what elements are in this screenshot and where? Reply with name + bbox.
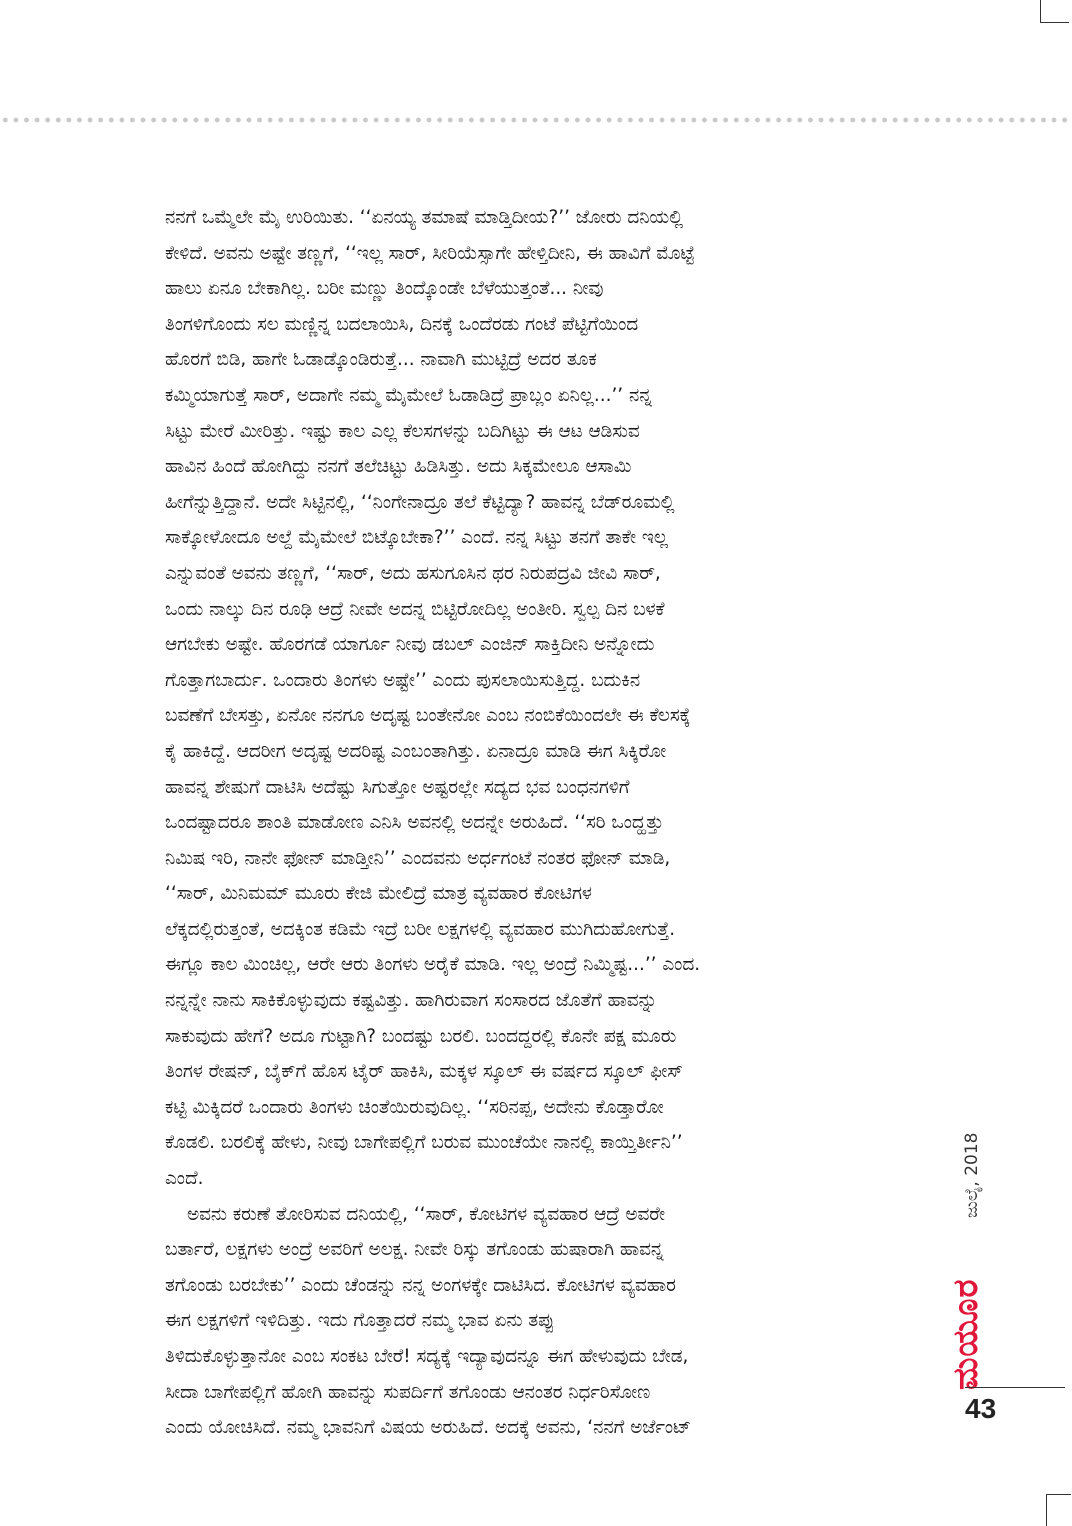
text-line: ಲೆಕ್ಕದಲ್ಲಿರುತ್ತಂತೆ, ಅದಕ್ಕಿಂತ ಕಡಿಮೆ ಇದ್ರೆ ಬರೀ ಲಕ್ಷಗಳಲ್ಲಿ ವ್ಯವಹಾರ ಮುಗಿದುಹೋಗುತ್ತೆ. (165, 918, 676, 940)
text-line: ತಿಂಗಳಿಗೊಂದು ಸಲ ಮಣ್ಣಿನ್ನ ಬದಲಾಯಿಸಿ, ದಿನಕ್ಕೆ ಒಂದೆರಡು ಗಂಟೆ ಪೆಟ್ಟಿಗೆಯಿಂದ (165, 313, 639, 335)
text-line: ಕಟ್ಟಿ ಮಿಕ್ಕಿದರೆ ಒಂದಾರು ತಿಂಗಳು ಚಿಂತೆಯಿರುವುದಿಲ್ಲ. ‘‘ಸರಿನಪ್ಪ, ಅದೇನು ಕೊಡ್ತಾರೋ (165, 1096, 664, 1118)
text-line: ಎಂದೆ. (165, 1168, 204, 1190)
text-line: ಎಂದು ಯೋಚಿಸಿದೆ. ನಮ್ಮ ಭಾವನಿಗೆ ವಿಷಯ ಅರುಹಿದೆ. ಅದಕ್ಕೆ ಅವನು, ‘ನನಗೆ ಅರ್ಜೆಂಟ್ (165, 1417, 691, 1439)
text-line: ಒಂದಷ್ಟಾದರೂ ಶಾಂತಿ ಮಾಡೋಣ ಎನಿಸಿ ಅವನಲ್ಲಿ ಅದನ್ನೇ ಅರುಹಿದೆ. ‘‘ಸರಿ ಒಂದ್ಹತ್ತು (165, 812, 664, 834)
article-body (165, 200, 940, 1446)
text-line: ಕೊಡಲಿ. ಬರಲಿಕ್ಕೆ ಹೇಳು, ನೀವು ಬಾಗೇಪಲ್ಲಿಗೆ ಬರುವ ಮುಂಚೆಯೇ ನಾನಲ್ಲಿ ಕಾಯ್ತಿರ್ತೀನಿ’’ (165, 1132, 683, 1154)
text-line: ತಗೊಂಡು ಬರಬೇಕು’’ ಎಂದು ಚೆಂಡನ್ನು ನನ್ನ ಅಂಗಳಕ್ಕೇ ದಾಟಿಸಿದ. ಕೋಟಿಗಳ ವ್ಯವಹಾರ (165, 1274, 676, 1296)
magazine-logo: ಮಯೂರ (946, 1278, 986, 1390)
crop-mark-bottom-right (1046, 1494, 1071, 1526)
text-line: ಸಾಕ್ಕೋಳೋದೂ ಅಲ್ದೆ ಮೈಮೇಲೆ ಬಿಟ್ಕೊಬೇಕಾ?’’ ಎಂದೆ. ನನ್ನ ಸಿಟ್ಟು ತನಗೆ ತಾಕೇ ಇಲ್ಲ (165, 527, 668, 549)
text-line: ಬವಣೆಗೆ ಬೇಸತ್ತು, ಏನೋ ನನಗೂ ಅದೃಷ್ಟ ಬಂತೇನೋ ಎಂಬ ನಂಬಿಕೆಯಿಂದಲೇ ಈ ಕೆಲಸಕ್ಕೆ (165, 705, 691, 727)
text-line: ಈಗ ಲಕ್ಷಗಳಿಗೆ ಇಳಿದಿತ್ತು. ಇದು ಗೊತ್ತಾದರೆ ನಮ್ಮ ಭಾವ ಏನು ತಪ್ಪು (165, 1310, 555, 1332)
text-line: ತಿಳಿದುಕೊಳ್ಳುತ್ತಾನೋ ಎಂಬ ಸಂಕಟ ಬೇರೆ! ಸದ್ಯಕ್ಕೆ ಇದ್ಯಾವುದನ್ನೂ ಈಗ ಹೇಳುವುದು ಬೇಡ, (165, 1346, 689, 1367)
text-line: ಬರ್ತಾರೆ, ಲಕ್ಷಗಳು ಅಂದ್ರೆ ಅವರಿಗೆ ಅಲಕ್ಷ. ನೀವೇ ರಿಸ್ಕು ತಗೊಂಡು ಹುಷಾರಾಗಿ ಹಾವನ್ನ (165, 1239, 664, 1261)
page-number-rule (965, 1387, 1065, 1388)
text-line: ಎನ್ನುವಂತೆ ಅವನು ತಣ್ಣಗೆ, ‘‘ಸಾರ್, ಅದು ಹಸುಗೂಸಿನ ಥರ ನಿರುಪದ್ರವಿ ಜೀವಿ ಸಾರ್, (165, 562, 661, 584)
crop-mark-top-right (1040, 0, 1069, 23)
text-line: ಹೊರಗೆ ಬಿಡಿ, ಹಾಗೇ ಓಡಾಡ್ಕೊಂಡಿರುತ್ತೆ... ನಾವಾಗಿ ಮುಟ್ಟಿದ್ರೆ ಅದರ ತೂಕ (165, 349, 597, 371)
text-line: ಸಿಟ್ಟು ಮೇರೆ ಮೀರಿತ್ತು. ಇಷ್ಟು ಕಾಲ ಎಲ್ಲ ಕೆಲಸಗಳನ್ನು ಬದಿಗಿಟ್ಟು ಈ ಆಟ ಆಡಿಸುವ (165, 420, 640, 442)
text-line: ‘‘ಸಾರ್, ಮಿನಿಮಮ್ ಮೂರು ಕೇಜಿ ಮೇಲಿದ್ರೆ ಮಾತ್ರ ವ್ಯವಹಾರ ಕೋಟಿಗಳ (165, 883, 592, 905)
page-number: 43 (965, 1393, 997, 1424)
text-line: ಹೀಗೆನ್ನುತ್ತಿದ್ದಾನೆ. ಅದೇ ಸಿಟ್ಟಿನಲ್ಲಿ, ‘‘ನಿಂಗೇನಾದ್ರೂ ತಲೆ ಕೆಟ್ಟಿದ್ಯಾ? ಹಾವನ್ನ ಬೆಡ್‌ರೂಮಲ್ಲಿ (165, 491, 675, 513)
text-line: ಹಾಲು ಏನೂ ಬೇಕಾಗಿಲ್ಲ. ಬರೀ ಮಣ್ಣು ತಿಂದ್ಕೊಂಡೇ ಬೆಳೆಯುತ್ತಂತೆ... ನೀವು (165, 278, 604, 300)
magazine-sidebar (928, 1124, 988, 1394)
text-line: ಕೇಳಿದೆ. ಅವನು ಅಷ್ಟೇ ತಣ್ಣಗೆ, ‘‘ಇಲ್ಲ ಸಾರ್, ಸೀರಿಯೆಸ್ಸಾಗೇ ಹೇಳ್ತಿದೀನಿ, ಈ ಹಾವಿಗೆ ಮೊಟ್ಟೆ (165, 242, 695, 264)
text-line: ತಿಂಗಳ ರೇಷನ್, ಬೈಕ್‌ಗೆ ಹೊಸ ಟೈರ್ ಹಾಕಿಸಿ, ಮಕ್ಕಳ ಸ್ಕೂಲ್ ಈ ವರ್ಷದ ಸ್ಕೂಲ್ ಫೀಸ್ (165, 1061, 683, 1083)
text-line: ಕಮ್ಮಿಯಾಗುತ್ತೆ ಸಾರ್, ಅದಾಗೇ ನಮ್ಮ ಮೈಮೇಲೆ ಓಡಾಡಿದ್ರೆ ಪ್ರಾಬ್ಲಂ ಏನಿಲ್ಲ...’’ ನನ್ನ (165, 384, 652, 406)
dotted-divider (0, 117, 1072, 123)
text-line: ಗೊತ್ತಾಗಬಾರ್ದು. ಒಂದಾರು ತಿಂಗಳು ಅಷ್ಟೇ’’ ಎಂದು ಪುಸಲಾಯಿಸುತ್ತಿದ್ದ. ಬದುಕಿನ (165, 669, 641, 691)
text-line: ಹಾವಿನ ಹಿಂದೆ ಹೋಗಿದ್ದು ನನಗೆ ತಲೆಚಿಟ್ಟು ಹಿಡಿಸಿತ್ತು. ಅದು ಸಿಕ್ಕಮೇಲೂ ಆಸಾಮಿ (165, 456, 632, 478)
text-line: ಕೈ ಹಾಕಿದ್ದೆ. ಆದರೀಗ ಅದೃಷ್ಟ ಅದರಿಷ್ಟ ಎಂಬಂತಾಗಿತ್ತು. ಏನಾದ್ರೂ ಮಾಡಿ ಈಗ ಸಿಕ್ಕಿರೋ (165, 740, 667, 762)
text-line: ಹಾವನ್ನ ಶೇಷುಗೆ ದಾಟಿಸಿ ಅದೆಷ್ಟು ಸಿಗುತ್ತೋ ಅಷ್ಟರಲ್ಲೇ ಸದ್ಯದ ಭವ ಬಂಧನಗಳಿಗೆ (165, 776, 630, 798)
text-line: ಸಾಕುವುದು ಹೇಗೆ? ಅದೂ ಗುಟ್ಟಾಗಿ? ಬಂದಷ್ಟು ಬರಲಿ. ಬಂದದ್ದರಲ್ಲಿ ಕೊನೇ ಪಕ್ಷ ಮೂರು (165, 1025, 677, 1047)
text-line: ಅವನು ಕರುಣೆ ತೋರಿಸುವ ದನಿಯಲ್ಲಿ, ‘‘ಸಾರ್, ಕೋಟಿಗಳ ವ್ಯವಹಾರ ಆದ್ರೆ ಅವರೇ (187, 1203, 666, 1225)
text-line: ಸೀದಾ ಬಾಗೇಪಲ್ಲಿಗೆ ಹೋಗಿ ಹಾವನ್ನು ಸುಪರ್ದಿಗೆ ತಗೊಂಡು ಆನಂತರ ನಿರ್ಧರಿಸೋಣ (165, 1381, 651, 1403)
text-line: ನನಗೆ ಒಮ್ಮೆಲೇ ಮೈ ಉರಿಯಿತು. ‘‘ಏನಯ್ಯ ತಮಾಷೆ ಮಾಡ್ತಿದೀಯ?’’ ಜೋರು ದನಿಯಲ್ಲಿ (165, 207, 684, 228)
text-line: ಆಗಬೇಕು ಅಷ್ಟೇ. ಹೊರಗಡೆ ಯಾರ್ಗೂ ನೀವು ಡಬಲ್ ಎಂಜಿನ್ ಸಾಕ್ತಿದೀನಿ ಅನ್ನೋದು (165, 634, 655, 656)
text-line: ನಿಮಿಷ ಇರಿ, ನಾನೇ ಫೋನ್ ಮಾಡ್ತೀನಿ’’ ಎಂದವನು ಅರ್ಧಗಂಟೆ ನಂತರ ಫೋನ್ ಮಾಡಿ, (165, 847, 671, 869)
text-line: ಒಂದು ನಾಲ್ಕು ದಿನ ರೂಢಿ ಆದ್ರೆ ನೀವೇ ಅದನ್ನ ಬಿಟ್ಟಿರೋದಿಲ್ಲ ಅಂತೀರಿ. ಸ್ವಲ್ಪ ದಿನ ಬಳಕೆ (165, 598, 665, 620)
text-line: ನನ್ನನ್ನೇ ನಾನು ಸಾಕಿಕೊಳ್ಳುವುದು ಕಷ್ಟವಿತ್ತು. ಹಾಗಿರುವಾಗ ಸಂಸಾರದ ಜೊತೆಗೆ ಹಾವನ್ನು (165, 990, 658, 1012)
text-line: ಈಗ್ಲೂ ಕಾಲ ಮಿಂಚಿಲ್ಲ, ಆರೇ ಆರು ತಿಂಗಳು ಅರೈಕೆ ಮಾಡಿ. ಇಲ್ಲ ಅಂದ್ರೆ ನಿಮ್ಮಿಷ್ಟ...’’ ಎಂದ. (165, 954, 701, 976)
issue-date: ಜುಲೈ, 2018 (962, 1132, 982, 1218)
